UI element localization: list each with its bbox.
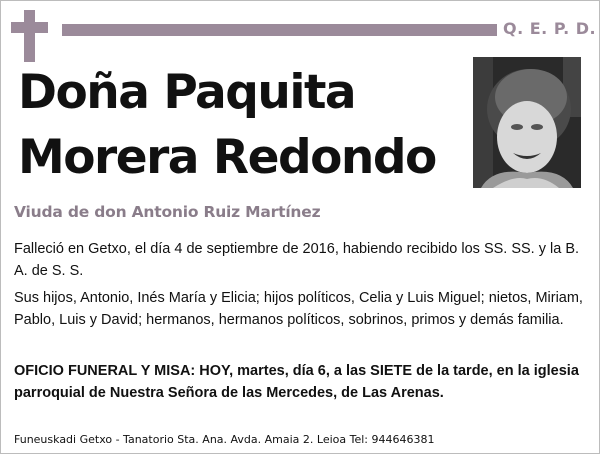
header-rule xyxy=(62,24,497,36)
cross-icon-bar xyxy=(11,22,48,33)
portrait-photo-image xyxy=(473,57,581,188)
qepd-label: Q. E. P. D. xyxy=(503,19,597,38)
family-paragraph: Sus hijos, Antonio, Inés María y Elicia; hijos políticos, Celia y Luis Miguel; nietos, Miriam, Pablo, Luis y David; hermanos, hermanos políticos, sobrinos, primos y demás familia. xyxy=(14,290,583,328)
cross-icon xyxy=(24,10,35,62)
funeral-home-footer: Funeuskadi Getxo - Tanatorio Sta. Ana. Avda. Amaia 2. Leioa Tel: 944646381 xyxy=(14,433,435,446)
death-notice-paragraph: Falleció en Getxo, el día 4 de septiembre de 2016, habiendo recibido los SS. SS. y la B. A. de S. S. xyxy=(14,241,580,279)
deceased-name-line2: Morera Redondo xyxy=(18,130,436,185)
deceased-name-line1: Doña Paquita xyxy=(18,65,356,120)
deceased-subtitle: Viuda de don Antonio Ruiz Martínez xyxy=(14,203,321,221)
funeral-paragraph: OFICIO FUNERAL Y MISA: HOY, martes, día 6, a las SIETE de la tarde, en la iglesia parroquial de Nuestra Señora de las Mercedes, de Las Arenas. xyxy=(14,363,579,401)
portrait-photo xyxy=(473,57,581,188)
